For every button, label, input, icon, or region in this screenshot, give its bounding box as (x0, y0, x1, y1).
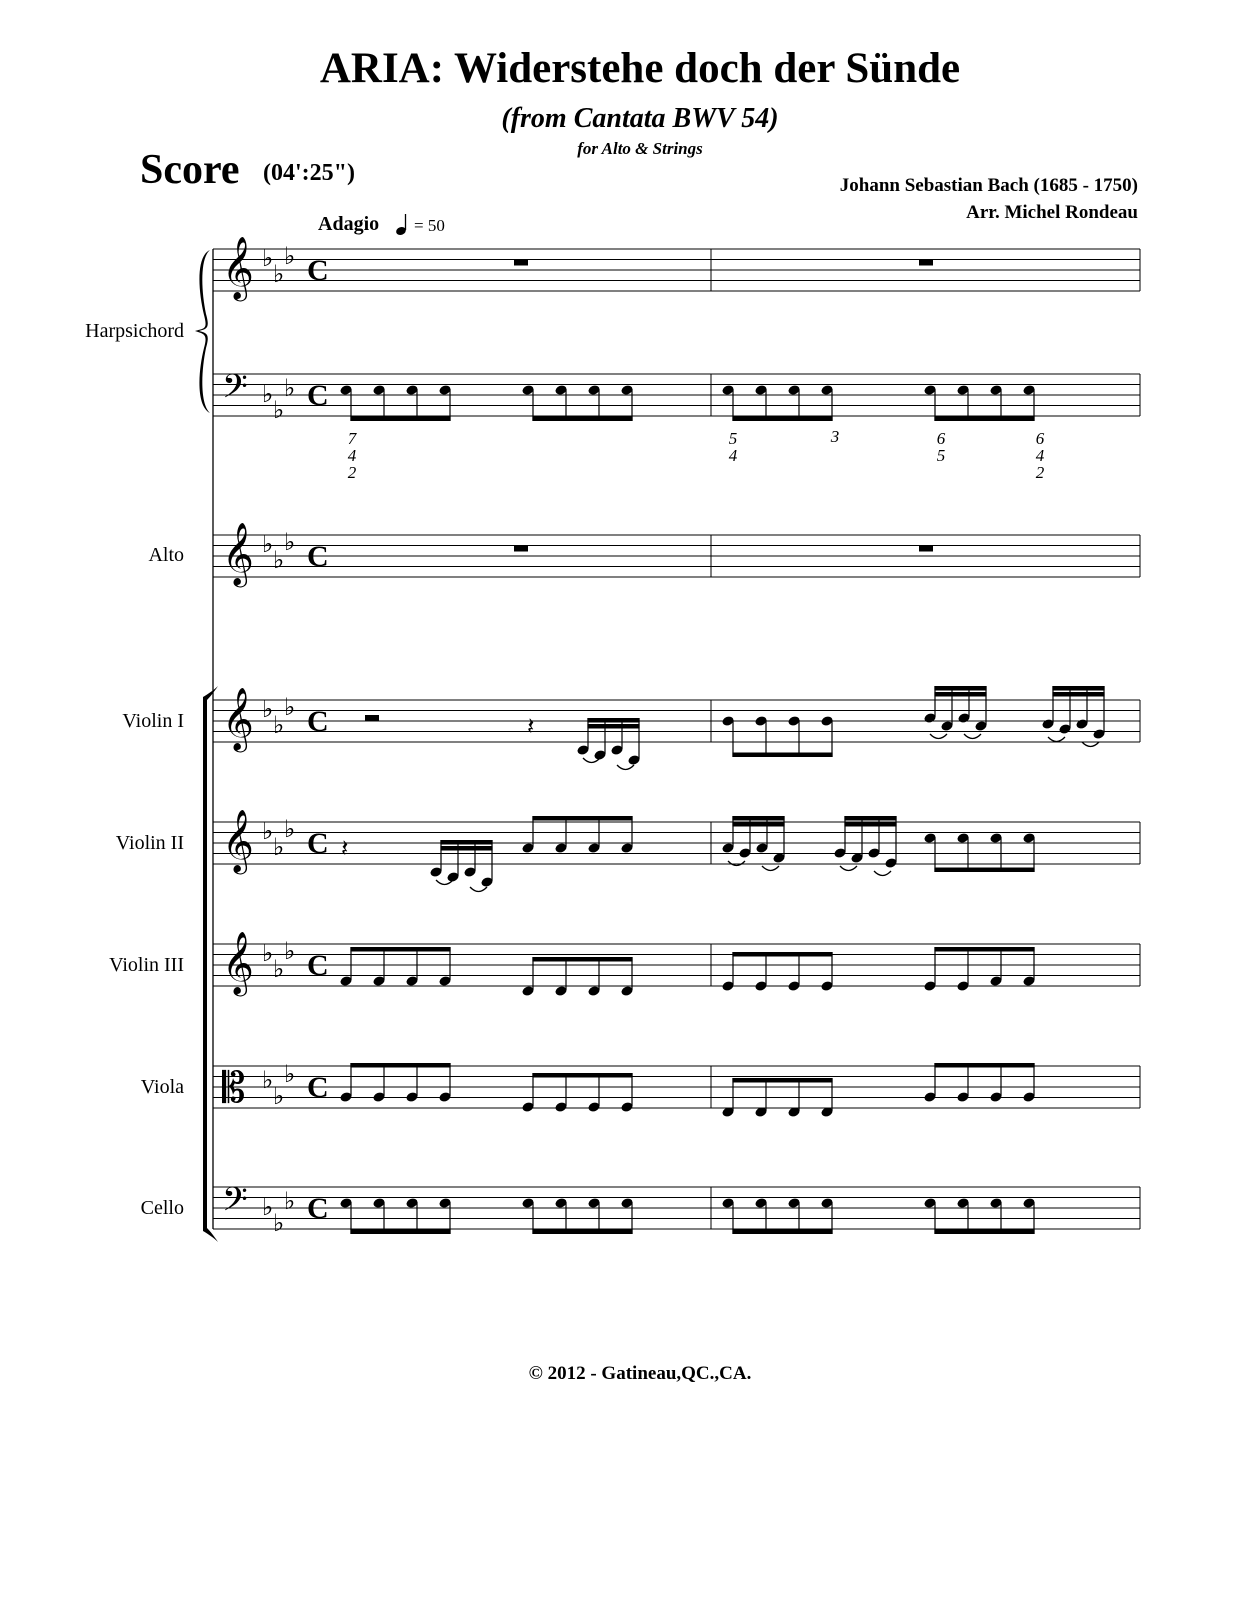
note-beam (587, 718, 639, 723)
svg-text:♭: ♭ (262, 817, 274, 845)
viola-alto-clef (222, 1063, 245, 1112)
figure-m2a-top: 5 (728, 429, 738, 448)
harpsichord-treble-staff (213, 249, 1140, 291)
note-beam (934, 686, 986, 691)
note-beam (844, 822, 896, 827)
svg-text:♭: ♭ (284, 1187, 296, 1215)
time-signature: C (307, 705, 329, 738)
instrument-label-violin-2: Violin II (115, 832, 184, 854)
instrument-label-alto: Alto (148, 544, 184, 566)
harpsichord-bass-clef (222, 368, 248, 414)
slur (964, 734, 981, 739)
svg-text:♭: ♭ (273, 711, 285, 739)
svg-text:♭: ♭ (262, 939, 274, 967)
note-beam (532, 957, 632, 962)
note-beam (440, 846, 492, 851)
score-title: ARIA: Widerstehe doch der Sünde (319, 45, 961, 92)
half-rest (365, 715, 379, 721)
note-beam (732, 952, 832, 957)
note-beam (732, 822, 784, 827)
svg-text:♭: ♭ (284, 815, 296, 843)
svg-text:♭: ♭ (262, 1066, 274, 1094)
whole-rest (514, 546, 528, 552)
note-beam (934, 947, 1034, 952)
svg-text:♭: ♭ (262, 1193, 274, 1221)
whole-rest (919, 546, 933, 552)
note-beam (732, 1230, 832, 1235)
note-beam (350, 1230, 450, 1235)
note-beam (532, 417, 632, 422)
duration-label: (04':25") (263, 160, 355, 186)
svg-text:𝄡: 𝄡 (222, 1063, 246, 1112)
svg-text:𝄞: 𝄞 (222, 931, 254, 994)
key-signature (262, 1060, 295, 1110)
time-signature: C (307, 1071, 329, 1104)
violin-2-treble-clef (222, 809, 254, 875)
score-label: Score (140, 147, 240, 193)
svg-text:𝄞: 𝄞 (222, 236, 254, 299)
svg-text:♭: ♭ (284, 374, 296, 402)
time-signature: C (307, 379, 329, 412)
slur (617, 765, 634, 770)
figure-m2c-bot: 5 (936, 446, 946, 465)
svg-text:♭: ♭ (273, 546, 285, 574)
tempo-marking: Adagio (318, 213, 380, 235)
svg-text:♭: ♭ (273, 955, 285, 983)
instrument-label-harpsichord: Harpsichord (85, 320, 184, 342)
note-beam (350, 1063, 450, 1068)
arranger-credit: Arr. Michel Rondeau (966, 202, 1138, 223)
note-beam (732, 417, 832, 422)
note-beam (587, 724, 639, 729)
svg-text:♭: ♭ (284, 937, 296, 965)
note-beam (732, 753, 832, 758)
harpsichord-treble-clef (222, 236, 254, 302)
instrument-label-cello: Cello (140, 1197, 184, 1219)
figure-m2b: 3 (830, 427, 840, 446)
time-signature: C (307, 949, 329, 982)
svg-text:♭: ♭ (284, 1060, 296, 1088)
whole-rest (919, 260, 933, 266)
slur (840, 866, 857, 871)
note-beam (350, 947, 450, 952)
svg-text:♭: ♭ (273, 396, 285, 424)
strings-bracket (203, 686, 218, 1242)
note-beam (532, 1073, 632, 1078)
whole-rest (514, 260, 528, 266)
quarter-note-icon (395, 214, 407, 236)
note-beam (844, 816, 896, 821)
svg-text:♭: ♭ (262, 380, 274, 408)
svg-text:♭: ♭ (262, 695, 274, 723)
svg-text:♭: ♭ (284, 693, 296, 721)
note-beam (934, 417, 1034, 422)
score-subtitle: (from Cantata BWV 54) (501, 103, 779, 134)
note-beam (1052, 686, 1104, 691)
figure-m1-bot: 2 (347, 463, 357, 482)
composer-credit: Johann Sebastian Bach (1685 - 1750) (839, 175, 1138, 196)
note-beam (440, 840, 492, 845)
slur (1082, 742, 1099, 747)
violin-1-staff (213, 700, 1140, 742)
tempo-bpm: = 50 (414, 216, 445, 235)
instrument-label-viola: Viola (140, 1076, 184, 1098)
note-beam (1052, 692, 1104, 697)
note-beam (934, 868, 1034, 873)
quarter-rest: 𝄽 (341, 834, 349, 862)
svg-text:♭: ♭ (273, 1209, 285, 1237)
time-signature: C (307, 540, 329, 573)
violin-3-treble-clef (222, 931, 254, 997)
alto-staff (213, 535, 1140, 577)
svg-text:𝄞: 𝄞 (222, 687, 254, 750)
note-beam (934, 1063, 1034, 1068)
note-beam (532, 1230, 632, 1235)
svg-text:𝄢: 𝄢 (222, 1181, 248, 1227)
violin-1-treble-clef (222, 687, 254, 753)
svg-text:𝄞: 𝄞 (222, 522, 254, 585)
copyright-notice: © 2012 - Gatineau,QC.,CA. (528, 1363, 752, 1384)
slur (470, 887, 487, 892)
figure-m1-mid: 4 (347, 446, 357, 465)
instrument-label-violin-1: Violin I (122, 710, 184, 732)
cello-bass-clef (222, 1181, 248, 1227)
slur (762, 866, 779, 871)
figure-m2a-bot: 4 (728, 446, 738, 465)
note-group (339, 384, 1035, 421)
note-group (339, 1197, 1035, 1234)
svg-text:♭: ♭ (284, 242, 296, 270)
note-group (339, 1063, 1035, 1118)
note-beam (934, 1230, 1034, 1235)
note-group (576, 686, 1105, 770)
slur (1048, 737, 1065, 742)
figure-m1-top: 7 (347, 429, 357, 448)
time-signature: C (307, 254, 329, 287)
note-beam (350, 417, 450, 422)
svg-text:♭: ♭ (273, 1082, 285, 1110)
figure-m2d-bot: 2 (1035, 463, 1045, 482)
svg-text:♭: ♭ (273, 260, 285, 288)
note-beam (934, 692, 986, 697)
slur (930, 734, 947, 739)
note-beam (732, 816, 784, 821)
slur (874, 871, 891, 876)
time-signature: C (307, 1192, 329, 1225)
alto-treble-clef (222, 522, 254, 588)
figure-m2c-top: 6 (936, 429, 946, 448)
svg-text:𝄢: 𝄢 (222, 368, 248, 414)
instrumentation-line: for Alto & Strings (577, 139, 703, 158)
figure-m2d-mid: 4 (1035, 446, 1045, 465)
svg-text:♭: ♭ (273, 833, 285, 861)
svg-text:♭: ♭ (284, 528, 296, 556)
harpsichord-brace (195, 250, 210, 413)
note-beam (532, 816, 632, 821)
figure-m2d-top: 6 (1035, 429, 1045, 448)
svg-text:♭: ♭ (262, 244, 274, 272)
slur (728, 861, 745, 866)
note-beam (732, 1078, 832, 1083)
instrument-label-violin-3: Violin III (109, 954, 184, 976)
time-signature: C (307, 827, 329, 860)
svg-text:♭: ♭ (262, 530, 274, 558)
svg-text:𝄞: 𝄞 (222, 809, 254, 872)
quarter-rest: 𝄽 (527, 712, 535, 740)
